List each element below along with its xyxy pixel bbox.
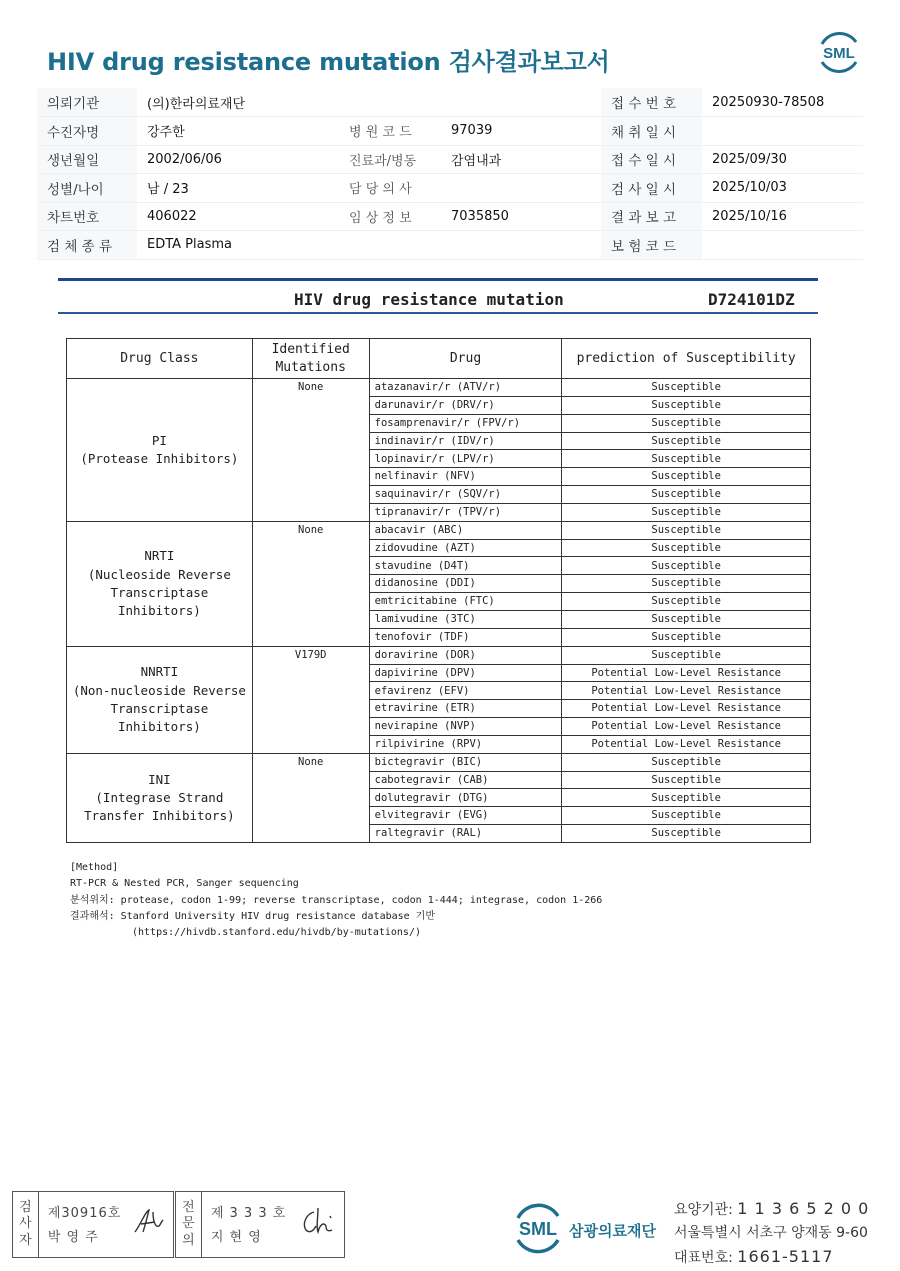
drug-cell: raltegravir (RAL) bbox=[369, 825, 562, 843]
info-row bbox=[37, 88, 863, 117]
resistance-table bbox=[66, 338, 811, 843]
table-header-row bbox=[67, 339, 811, 379]
drug-cell: doravirine (DOR) bbox=[369, 646, 562, 664]
header-mutations-line2: Mutations bbox=[275, 359, 346, 375]
org-code-line bbox=[674, 1197, 869, 1222]
info-label: 검 사 일 시 bbox=[601, 174, 702, 203]
prediction-cell: Susceptible bbox=[562, 414, 811, 432]
specialist-stamp bbox=[175, 1191, 345, 1258]
prediction-cell: Susceptible bbox=[562, 771, 811, 789]
info-label: 수진자명 bbox=[37, 117, 137, 146]
side-char: 검 bbox=[19, 1200, 32, 1216]
info-value bbox=[702, 117, 863, 146]
info-label: 결 과 보 고 bbox=[601, 202, 702, 231]
org-name: 삼광의료재단 bbox=[569, 1222, 656, 1240]
info-value: 2002/06/06 bbox=[137, 145, 339, 174]
info-value: 2025/10/03 bbox=[702, 174, 863, 203]
method-interpretation: 결과해석: Stanford University HIV drug resistance database 기반 bbox=[70, 910, 436, 922]
method-heading: [Method] bbox=[70, 862, 119, 873]
specialist-signature-icon bbox=[298, 1204, 338, 1238]
drug-cell: dolutegravir (DTG) bbox=[369, 789, 562, 807]
drug-cell: cabotegravir (CAB) bbox=[369, 771, 562, 789]
report-rule-top bbox=[58, 278, 818, 281]
info-value: 406022 bbox=[137, 202, 339, 231]
info-label: 의뢰기관 bbox=[37, 88, 137, 117]
drug-class-line: (Protease Inhibitors) bbox=[80, 450, 239, 466]
prediction-cell: Susceptible bbox=[562, 753, 811, 771]
org-info bbox=[674, 1197, 869, 1270]
info-value bbox=[702, 231, 863, 260]
info-label: 보 험 코 드 bbox=[601, 231, 702, 260]
drug-class-cell bbox=[67, 379, 253, 522]
info-value: (의)한라의료재단 bbox=[137, 88, 339, 117]
drug-cell: stavudine (D4T) bbox=[369, 557, 562, 575]
sml-logo-footer bbox=[508, 1200, 568, 1256]
org-phone-line bbox=[674, 1245, 869, 1270]
report-section-title: HIV drug resistance mutation bbox=[294, 290, 564, 309]
header-drug: Drug bbox=[369, 339, 562, 379]
prediction-cell: Potential Low-Level Resistance bbox=[562, 664, 811, 682]
drug-cell: emtricitabine (FTC) bbox=[369, 593, 562, 611]
drug-cell: abacavir (ABC) bbox=[369, 521, 562, 539]
info-label bbox=[339, 88, 441, 117]
info-value: 남 / 23 bbox=[137, 174, 339, 203]
org-phone-label: 대표번호: bbox=[674, 1250, 733, 1266]
info-row bbox=[37, 117, 863, 146]
header-prediction: prediction of Susceptibility bbox=[562, 339, 811, 379]
logo-text: SML bbox=[519, 1219, 557, 1239]
info-row bbox=[37, 174, 863, 203]
drug-cell: lamivudine (3TC) bbox=[369, 610, 562, 628]
drug-cell: bictegravir (BIC) bbox=[369, 753, 562, 771]
drug-cell: zidovudine (AZT) bbox=[369, 539, 562, 557]
table-row bbox=[67, 753, 811, 771]
mutation-cell: V179D bbox=[252, 646, 369, 753]
drug-cell: efavirenz (EFV) bbox=[369, 682, 562, 700]
info-value: 7035850 bbox=[441, 202, 601, 231]
drug-cell: dapivirine (DPV) bbox=[369, 664, 562, 682]
examiner-stamp bbox=[12, 1191, 174, 1258]
drug-cell: atazanavir/r (ATV/r) bbox=[369, 379, 562, 397]
method-technique: RT-PCR & Nested PCR, Sanger sequencing bbox=[70, 878, 299, 890]
prediction-cell: Susceptible bbox=[562, 432, 811, 450]
prediction-cell: Potential Low-Level Resistance bbox=[562, 735, 811, 753]
info-label: 진료과/병동 bbox=[339, 145, 441, 174]
drug-cell: rilpivirine (RPV) bbox=[369, 735, 562, 753]
info-value: 20250930-78508 bbox=[702, 88, 863, 117]
prediction-cell: Potential Low-Level Resistance bbox=[562, 700, 811, 718]
info-label: 검 체 종 류 bbox=[37, 231, 137, 260]
specialist-license: 제 3 3 3 호 bbox=[210, 1206, 287, 1221]
info-value: 97039 bbox=[441, 117, 601, 146]
table-row bbox=[67, 521, 811, 539]
prediction-cell: Susceptible bbox=[562, 557, 811, 575]
drug-class-line: INI bbox=[148, 771, 171, 787]
info-value: 강주한 bbox=[137, 117, 339, 146]
info-row bbox=[37, 145, 863, 174]
specialist-side-label bbox=[176, 1192, 202, 1257]
info-label: 채 취 일 시 bbox=[601, 117, 702, 146]
prediction-cell: Susceptible bbox=[562, 468, 811, 486]
drug-class-cell bbox=[67, 753, 253, 842]
org-phone: 1661-5117 bbox=[737, 1247, 834, 1266]
info-label: 생년월일 bbox=[37, 145, 137, 174]
mutation-cell: None bbox=[252, 753, 369, 842]
prediction-cell: Susceptible bbox=[562, 396, 811, 414]
drug-class-cell bbox=[67, 521, 253, 646]
prediction-cell: Susceptible bbox=[562, 575, 811, 593]
info-label: 차트번호 bbox=[37, 202, 137, 231]
drug-cell: etravirine (ETR) bbox=[369, 700, 562, 718]
info-row bbox=[37, 202, 863, 231]
info-value bbox=[441, 174, 601, 203]
prediction-cell: Susceptible bbox=[562, 628, 811, 646]
info-value: EDTA Plasma bbox=[137, 231, 339, 260]
info-label: 임 상 정 보 bbox=[339, 202, 441, 231]
side-char: 의 bbox=[182, 1232, 195, 1248]
info-value bbox=[441, 231, 601, 260]
info-value: 2025/10/16 bbox=[702, 202, 863, 231]
drug-cell: didanosine (DDI) bbox=[369, 575, 562, 593]
side-char: 전 bbox=[182, 1200, 195, 1216]
report-code: D724101DZ bbox=[708, 290, 795, 309]
info-row bbox=[37, 231, 863, 260]
org-code-label: 요양기관: bbox=[674, 1202, 733, 1218]
report-rule-bottom bbox=[58, 312, 818, 314]
drug-cell: nevirapine (NVP) bbox=[369, 718, 562, 736]
drug-cell: nelfinavir (NFV) bbox=[369, 468, 562, 486]
info-label: 접 수 번 호 bbox=[601, 88, 702, 117]
header-mutations bbox=[252, 339, 369, 379]
drug-cell: saquinavir/r (SQV/r) bbox=[369, 486, 562, 504]
drug-cell: indinavir/r (IDV/r) bbox=[369, 432, 562, 450]
info-value bbox=[441, 88, 601, 117]
drug-class-line: (Non-nucleoside Reverse bbox=[72, 682, 246, 698]
drug-class-line: NNRTI bbox=[140, 664, 179, 680]
org-code: 1 1 3 6 5 2 0 0 bbox=[737, 1199, 870, 1218]
prediction-cell: Susceptible bbox=[562, 646, 811, 664]
drug-cell: tenofovir (TDF) bbox=[369, 628, 562, 646]
table-row bbox=[67, 379, 811, 397]
drug-class-cell bbox=[67, 646, 253, 753]
table-row bbox=[67, 646, 811, 664]
patient-info-table bbox=[37, 88, 863, 260]
prediction-cell: Susceptible bbox=[562, 539, 811, 557]
drug-cell: lopinavir/r (LPV/r) bbox=[369, 450, 562, 468]
side-char: 사 bbox=[19, 1216, 32, 1232]
prediction-cell: Susceptible bbox=[562, 450, 811, 468]
prediction-cell: Susceptible bbox=[562, 593, 811, 611]
prediction-cell: Susceptible bbox=[562, 807, 811, 825]
prediction-cell: Susceptible bbox=[562, 486, 811, 504]
info-label: 담 당 의 사 bbox=[339, 174, 441, 203]
drug-class-line: Transcriptase Inhibitors) bbox=[110, 700, 209, 734]
info-label bbox=[339, 231, 441, 260]
prediction-cell: Susceptible bbox=[562, 825, 811, 843]
method-section bbox=[70, 860, 602, 941]
header-mutations-line1: Identified bbox=[271, 341, 350, 357]
prediction-cell: Potential Low-Level Resistance bbox=[562, 682, 811, 700]
drug-class-line: Transfer Inhibitors) bbox=[84, 807, 235, 823]
mutation-cell: None bbox=[252, 521, 369, 646]
examiner-side-label bbox=[13, 1192, 39, 1257]
side-char: 자 bbox=[19, 1232, 32, 1248]
examiner-name: 박 영 주 bbox=[47, 1230, 99, 1245]
side-char: 문 bbox=[182, 1216, 195, 1232]
drug-cell: tipranavir/r (TPV/r) bbox=[369, 503, 562, 521]
logo-text: SML bbox=[823, 45, 855, 62]
info-value: 2025/09/30 bbox=[702, 145, 863, 174]
mutation-cell: None bbox=[252, 379, 369, 522]
prediction-cell: Susceptible bbox=[562, 503, 811, 521]
method-region: 분석위치: protease, codon 1-99; reverse transcriptase, codon 1-444; integrase, codon 1-266 bbox=[70, 894, 603, 906]
drug-cell: darunavir/r (DRV/r) bbox=[369, 396, 562, 414]
sml-logo bbox=[814, 28, 864, 76]
drug-cell: elvitegravir (EVG) bbox=[369, 807, 562, 825]
prediction-cell: Potential Low-Level Resistance bbox=[562, 718, 811, 736]
header-drug-class: Drug Class bbox=[67, 339, 253, 379]
drug-class-line: Transcriptase Inhibitors) bbox=[110, 584, 209, 618]
org-address: 서울특별시 서초구 양재동 9-60 bbox=[674, 1225, 868, 1241]
drug-class-line: PI bbox=[151, 432, 167, 448]
prediction-cell: Susceptible bbox=[562, 610, 811, 628]
prediction-cell: Susceptible bbox=[562, 521, 811, 539]
info-label: 접 수 일 시 bbox=[601, 145, 702, 174]
prediction-cell: Susceptible bbox=[562, 789, 811, 807]
report-title: HIV drug resistance mutation 검사결과보고서 bbox=[47, 48, 610, 76]
info-value: 감염내과 bbox=[441, 145, 601, 174]
prediction-cell: Susceptible bbox=[562, 379, 811, 397]
drug-class-line: NRTI bbox=[144, 548, 175, 564]
method-url: (https://hivdb.stanford.edu/hivdb/by-mutations/) bbox=[132, 927, 421, 939]
drug-cell: fosamprenavir/r (FPV/r) bbox=[369, 414, 562, 432]
info-label: 성별/나이 bbox=[37, 174, 137, 203]
examiner-signature-icon bbox=[131, 1204, 167, 1238]
examiner-license: 제30916호 bbox=[47, 1206, 122, 1221]
specialist-name: 지 현 영 bbox=[210, 1230, 262, 1245]
info-label: 병 원 코 드 bbox=[339, 117, 441, 146]
drug-class-line: (Nucleoside Reverse bbox=[87, 566, 231, 582]
drug-class-line: (Integrase Strand bbox=[95, 789, 224, 805]
